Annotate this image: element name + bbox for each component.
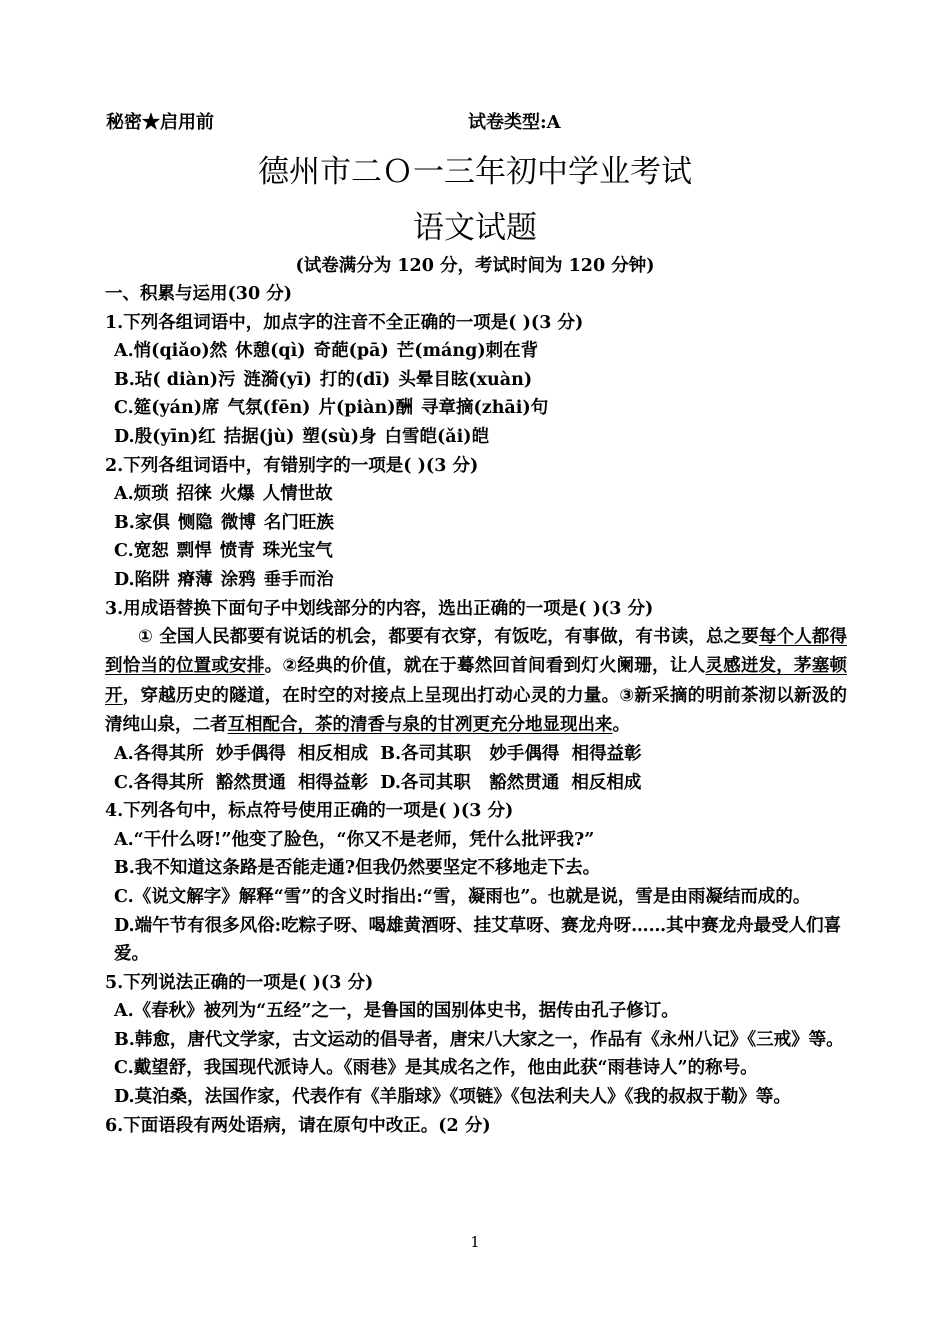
- question-1-stem: 1.下列各组词语中，加点字的注音不全正确的一项是( )(3 分): [105, 312, 584, 333]
- question-2-option-d: D.陷阱 瘠薄 涂鸦 垂手而治: [114, 569, 334, 590]
- question-3-passage: ① 全国人民都要有说话的机会，都要有衣穿，有饭吃，有事做，有书读，总之要每个人都得到恰当的位置或安排。②经典的价值，就在于蓦然回首间看到灯火阑珊，让人灵感迸发，茅塞顿开，穿越历史的隧道，在时空的对接点上呈现出打动心灵的力量。③新采摘的明前茶沏以新汲的清纯山泉，二者互相配合，茶的清香与泉的甘冽更充分地显现出来。: [105, 627, 847, 735]
- paper-type-label: 试卷类型:A: [468, 112, 561, 133]
- confidential-label: 秘密★启用前: [106, 112, 214, 133]
- question-4-option-d: D.端午节有很多风俗:吃粽子呀、喝雄黄酒呀、挂艾草呀、赛龙舟呀……其中赛龙舟最受人们喜爱。: [114, 915, 842, 965]
- question-1-option-a: A.悄(qiǎo)然 休憩(qì) 奇葩(pā) 芒(máng)刺在背: [114, 341, 539, 362]
- question-1-option-b: B.玷( diàn)污 涟漪(yī) 打的(dī) 头晕目眩(xuàn): [114, 369, 533, 390]
- question-5-option-c: C.戴望舒，我国现代派诗人。《雨巷》是其成名之作，他由此获“雨巷诗人”的称号。: [114, 1058, 758, 1079]
- question-4-option-b: B.我不知道这条路是否能走通?但我仍然要坚定不移地走下去。: [114, 858, 601, 879]
- question-6-stem: 6.下面语段有两处语病，请在原句中改正。(2 分): [105, 1115, 491, 1136]
- question-2-option-a: A.烦琐 招徕 火爆 人情世故: [114, 484, 333, 505]
- question-2-option-c: C.宽恕 剽悍 愤青 珠光宝气: [114, 541, 333, 562]
- question-5-option-d: D.莫泊桑，法国作家，代表作有《羊脂球》《项链》《包法利夫人》《我的叔叔于勒》等。: [114, 1087, 791, 1108]
- question-5-option-b: B.韩愈，唐代文学家，古文运动的倡导者，唐宋八大家之一，作品有《永州八记》《三戒》等。: [114, 1029, 844, 1050]
- question-3-options-cd: C.各得其所 豁然贯通 相得益彰 D.各司其职 豁然贯通 相反相成: [114, 772, 642, 793]
- question-2-stem: 2.下列各组词语中，有错别字的一项是( )(3 分): [105, 455, 479, 476]
- question-5-stem: 5.下列说法正确的一项是( )(3 分): [105, 972, 374, 993]
- subject-title: 语文试题: [413, 210, 537, 246]
- section-heading: 一、积累与运用(30 分): [105, 284, 293, 304]
- question-4-option-c: C.《说文解字》解释“雪”的含义时指出:“雪，凝雨也”。也就是说，雪是由雨凝结而成的。: [114, 886, 811, 907]
- question-3-options-ab: A.各得其所 妙手偶得 相反相成 B.各司其职 妙手偶得 相得益彰: [114, 743, 642, 764]
- exam-body: [105, 280, 847, 1140]
- underlined-phrase-2: 灵感迸发，茅塞顿开: [105, 656, 847, 706]
- underlined-phrase-1: 每个人都得到恰当的位置或安排: [105, 627, 847, 677]
- underlined-phrase-3: 互相配合，茶的清香与泉的甘冽更充分地显现出来: [227, 714, 613, 735]
- exam-title: 德州市二Ｏ一三年初中学业考试: [258, 154, 692, 190]
- question-3-stem: 3.用成语替换下面句子中划线部分的内容，选出正确的一项是( )(3 分): [105, 598, 654, 619]
- question-2-option-b: B.家俱 恻隐 微博 名门旺族: [114, 512, 334, 533]
- question-1-option-c: C.筵(yán)席 气氛(fēn) 片(piàn)酬 寻章摘(zhāi)句: [114, 398, 549, 419]
- question-4-option-a: A.“干什么呀!”他变了脸色，“你又不是老师，凭什么批评我?”: [114, 829, 595, 850]
- exam-info: (试卷满分为 120 分，考试时间为 120 分钟): [295, 256, 655, 276]
- page-number: 1: [470, 1233, 480, 1251]
- question-4-stem: 4.下列各句中，标点符号使用正确的一项是( )(3 分): [105, 801, 514, 822]
- question-5-option-a: A.《春秋》被列为“五经”之一，是鲁国的国别体史书，据传由孔子修订。: [114, 1001, 679, 1022]
- question-1-option-d: D.殷(yīn)红 拮据(jù) 塑(sù)身 白雪皑(ǎi)皑: [114, 426, 490, 447]
